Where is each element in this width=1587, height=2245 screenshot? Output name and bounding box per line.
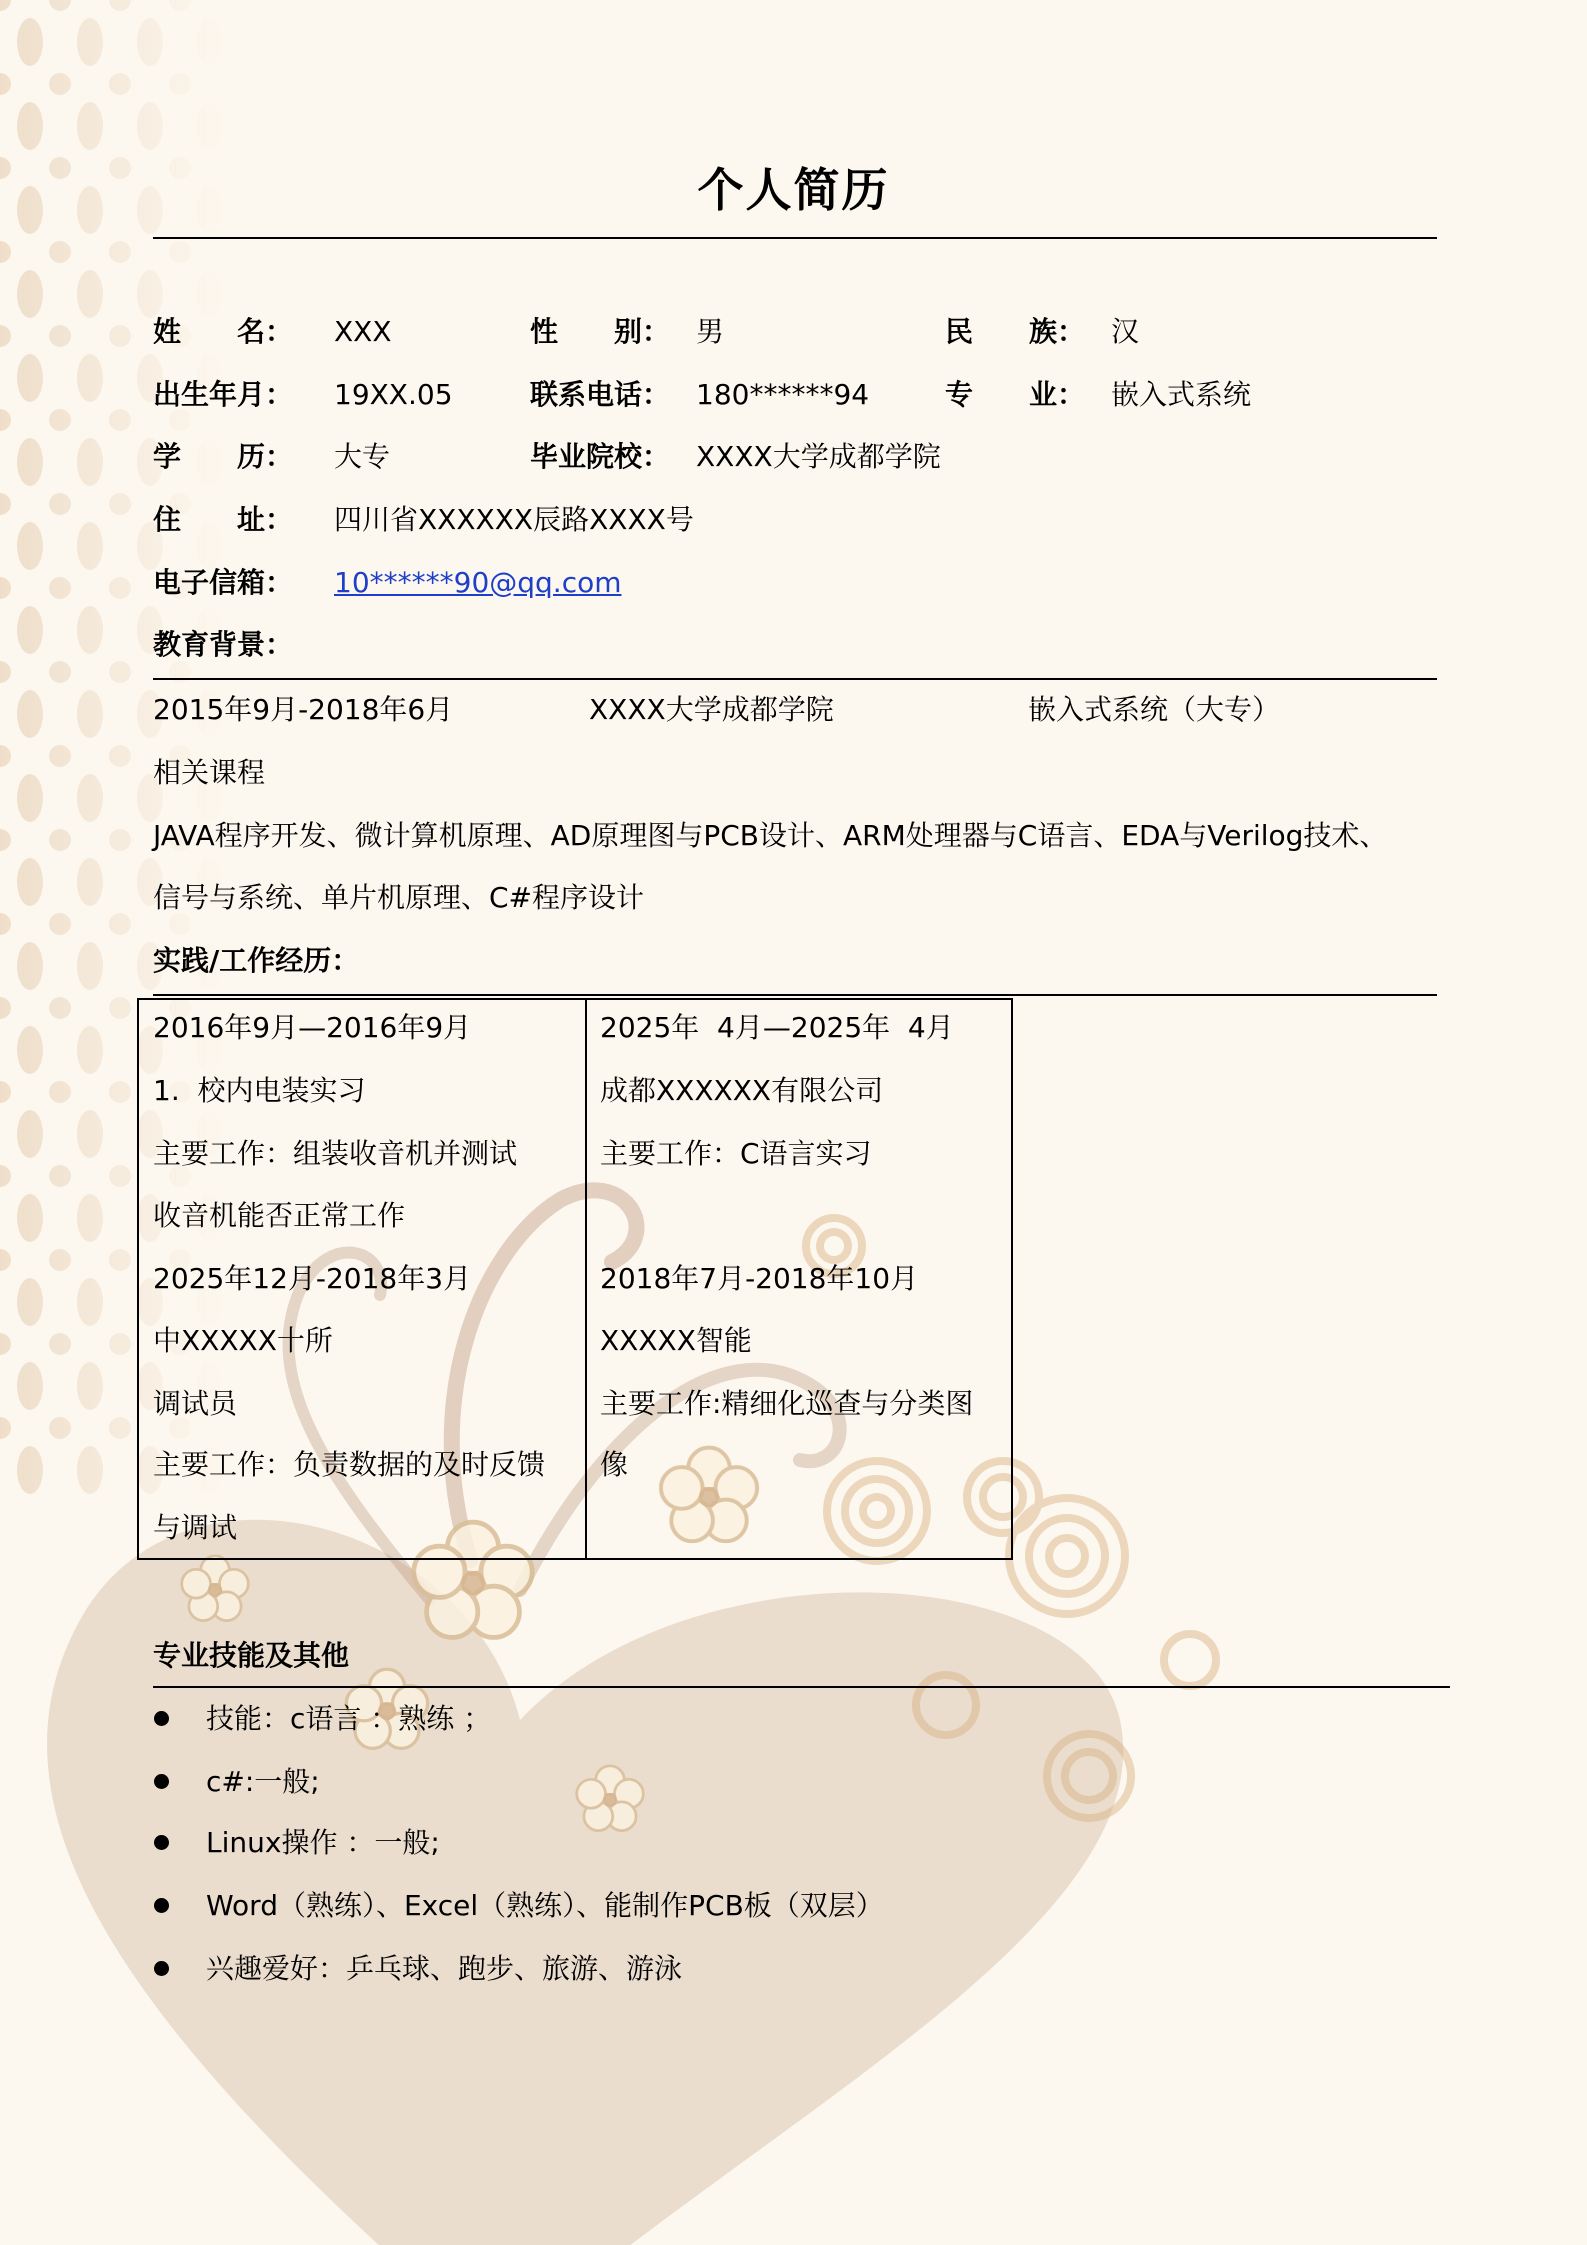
- ethnicity-value: 汉: [1111, 315, 1140, 348]
- experience-left-line: 收音机能否正常工作: [153, 1199, 406, 1232]
- experience-right-line: 成都XXXXXX有限公司: [600, 1074, 884, 1107]
- experience-right-line: 主要工作:精细化巡查与分类图: [600, 1387, 974, 1420]
- bullet-icon: [154, 1711, 169, 1726]
- experience-right-line: 像: [600, 1448, 629, 1481]
- experience-right-line: 2025年 4月—2025年 4月: [600, 1011, 954, 1044]
- skill-item: Linux操作 ：一般;: [206, 1826, 440, 1859]
- section-heading-education: 教育背景：: [153, 628, 294, 661]
- experience-right-line: XXXXX智能: [600, 1324, 752, 1357]
- courses-line: JAVA程序开发、微计算机原理、AD原理图与PCB设计、ARM处理器与C语言、EDA与Verilog技术、: [153, 819, 1388, 852]
- major-value: 嵌入式系统: [1111, 378, 1252, 411]
- phone-label: 联系电话：: [530, 378, 671, 411]
- skill-item: 兴趣爱好：乒乓球、跑步、旅游、游泳: [206, 1952, 683, 1985]
- education-divider: [153, 678, 1437, 680]
- heart-shape: [47, 1520, 1123, 2245]
- major-label: 专 业：: [945, 378, 1086, 411]
- phone-value: 180******94: [696, 378, 870, 411]
- flower-center: [603, 1793, 617, 1807]
- degree-value: 大专: [334, 440, 391, 473]
- education-period: 2015年9月-2018年6月: [153, 693, 454, 726]
- gender-value: 男: [696, 315, 725, 348]
- experience-left-line: 主要工作：组装收音机并测试: [153, 1137, 518, 1170]
- school-label: 毕业院校：: [530, 440, 671, 473]
- bullet-icon: [154, 1898, 169, 1913]
- name-label: 姓 名：: [153, 315, 294, 348]
- gender-label: 性 别：: [530, 315, 671, 348]
- section-heading-experience: 实践/工作经历：: [153, 944, 360, 977]
- flower-center: [461, 1571, 485, 1595]
- address-label: 住 址：: [153, 503, 294, 536]
- flower-center: [208, 1583, 222, 1597]
- email-label: 电子信箱：: [153, 566, 294, 599]
- section-heading-skills: 专业技能及其他: [153, 1639, 350, 1672]
- page-title: 个人简历: [697, 163, 890, 217]
- experience-left-line: 主要工作：负责数据的及时反馈: [153, 1448, 546, 1481]
- courses-label: 相关课程: [153, 756, 266, 789]
- birth-value: 19XX.05: [334, 378, 453, 411]
- address-value: 四川省XXXXXX辰路XXXX号: [334, 503, 694, 536]
- name-value: XXX: [334, 315, 392, 348]
- skill-item: c#:一般;: [206, 1765, 320, 1798]
- bullet-icon: [154, 1835, 169, 1850]
- experience-left-line: 调试员: [153, 1387, 238, 1420]
- school-value: XXXX大学成都学院: [696, 440, 941, 473]
- experience-right-line: 主要工作：C语言实习: [600, 1137, 872, 1170]
- courses-line: 信号与系统、单片机原理、C#程序设计: [153, 881, 645, 914]
- experience-left-line: 中XXXXX十所: [153, 1324, 333, 1357]
- experience-left-line: 1. 校内电装实习: [153, 1074, 366, 1107]
- ethnicity-label: 民 族：: [945, 315, 1086, 348]
- skill-item: 技能：c语言 ：熟练 ；: [206, 1702, 492, 1735]
- experience-left-line: 2016年9月—2016年9月: [153, 1011, 472, 1044]
- title-divider: [153, 237, 1437, 239]
- email-link[interactable]: 10******90@qq.com: [334, 566, 622, 599]
- education-school: XXXX大学成都学院: [589, 693, 834, 726]
- skill-item: Word（熟练）、Excel（熟练）、能制作PCB板（双层）: [206, 1889, 884, 1922]
- experience-right-line: 2018年7月-2018年10月: [600, 1262, 919, 1295]
- education-program: 嵌入式系统（大专）: [1028, 693, 1281, 726]
- experience-left-line: 与调试: [153, 1511, 238, 1544]
- bullet-icon: [154, 1774, 169, 1789]
- decorative-ring: [1049, 1538, 1085, 1574]
- birth-label: 出生年月：: [153, 378, 294, 411]
- experience-left-line: 2025年12月-2018年3月: [153, 1262, 472, 1295]
- decorative-ring: [1029, 1518, 1105, 1594]
- decorative-ring: [1164, 1634, 1216, 1686]
- bullet-icon: [154, 1961, 169, 1976]
- experience-divider: [153, 994, 1437, 996]
- skills-divider: [153, 1686, 1450, 1688]
- degree-label: 学 历：: [153, 440, 294, 473]
- experience-table-divider: [585, 998, 587, 1560]
